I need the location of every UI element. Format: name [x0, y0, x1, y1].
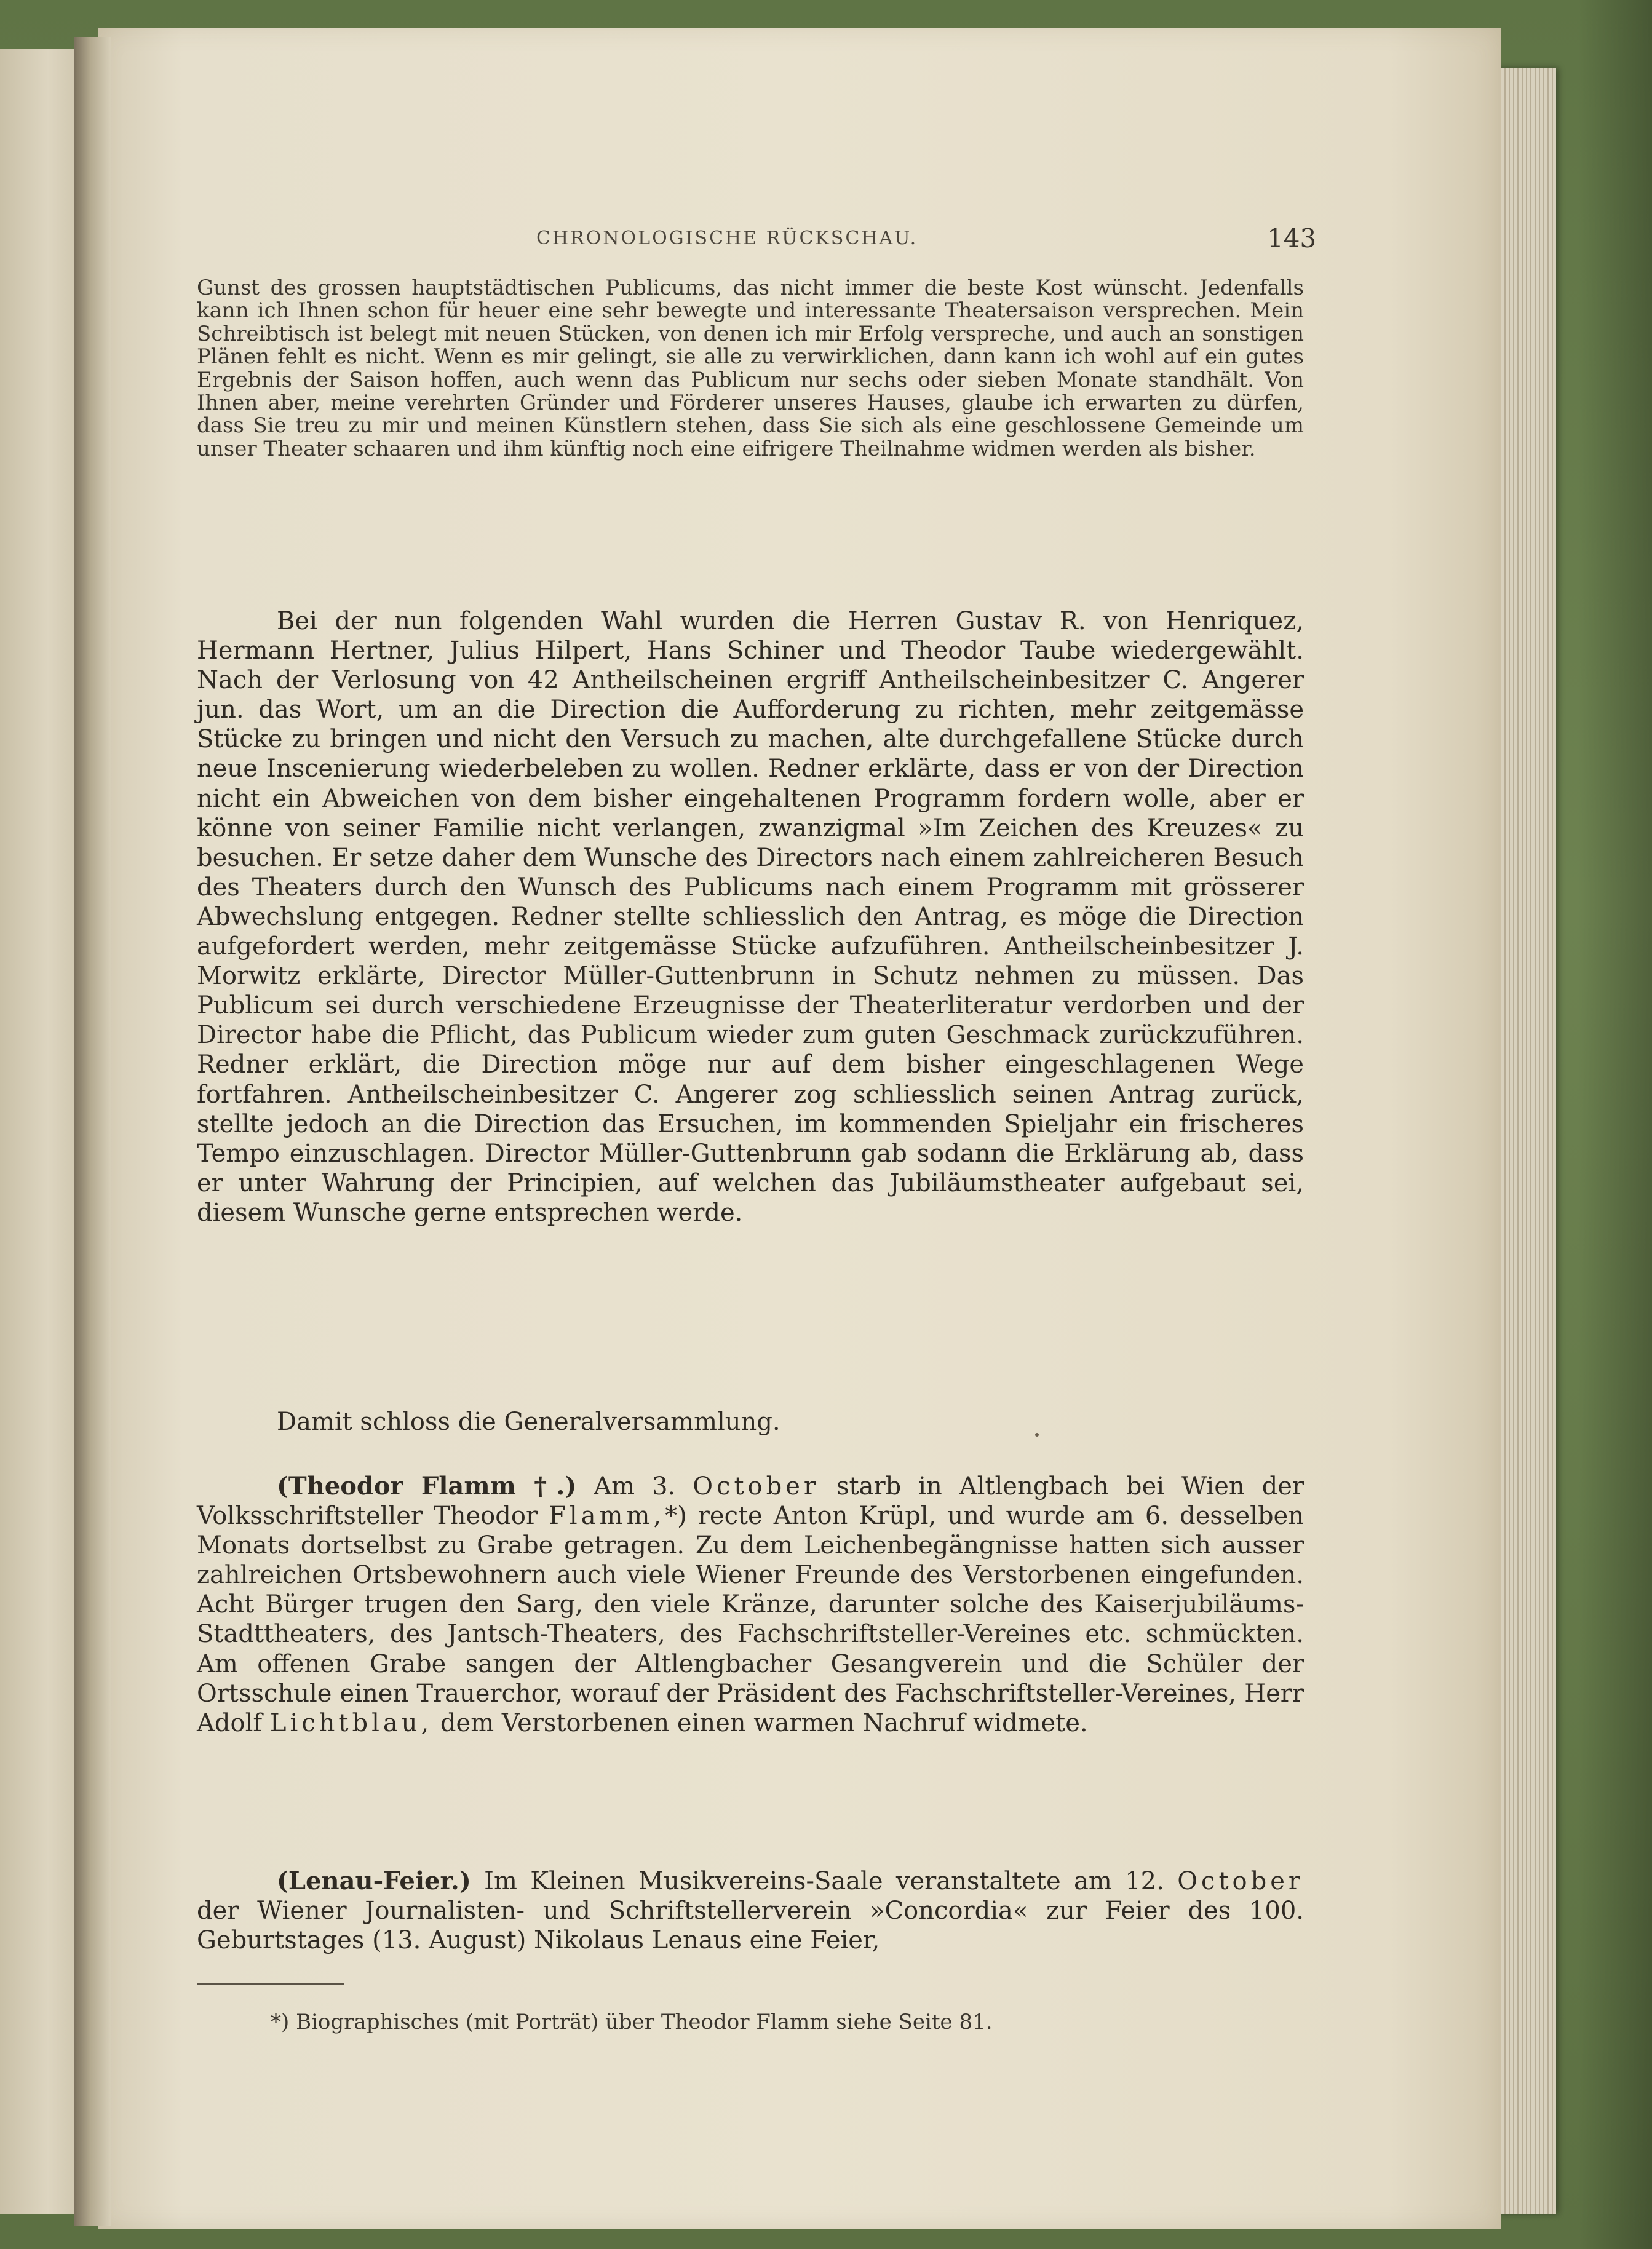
paragraph-lenau-feier [197, 1866, 1304, 1955]
paper-speck [1035, 1433, 1039, 1437]
cover-shadow [1578, 0, 1652, 2249]
text-run: der Wiener Journalisten- und Schriftstellerverein »Concordia« zur Feier des 100. Geburtstages (13. August) Nikolaus Lenaus eine Feier, [197, 1897, 1304, 1955]
text-run: starb in Altlengbach bei Wien der Volksschriftsteller Theodor [197, 1472, 1305, 1531]
spaced-month: October [693, 1472, 819, 1501]
text-run: recte Anton Krüpl, und wurde am 6. desselben Monats dortselbst zu Grabe getragen. Zu dem Leichenbegängnisse hatten sich ausser zahlreichen Ortsbewohnern auch viele Wiener Freunde des Verstorbenen eingefunden. Acht Bürger trugen den Sarg, den viele Kränze, darunter solche des Kaiserjubiläums-Stadttheaters, des Jantsch-Theaters, des Fachschriftsteller-Vereines etc. schmückten. Am offenen Grabe sangen der Altlengbacher Gesangverein und die Schüler der Ortsschule einen Trauerchor, worauf der Präsident des Fachschriftsteller-Vereines, Herr Adolf [197, 1502, 1304, 1737]
section-heading-lenau: (Lenau-Feier.) [277, 1866, 471, 1895]
section-heading-flamm: (Theodor Flamm †.) [277, 1472, 577, 1501]
paragraph-theodor-flamm [197, 1472, 1304, 1738]
running-head: CHRONOLOGISCHE RÜCKSCHAU. [536, 228, 918, 249]
previous-page-edge [0, 49, 80, 2214]
book-gutter [74, 37, 111, 2226]
text-run: Am 3. [576, 1472, 693, 1501]
spaced-name-lichtblau: Lichtblau, [269, 1708, 433, 1737]
paragraph-meeting-closed: Damit schloss die Generalversammlung. [277, 1408, 780, 1436]
spaced-month: October [1177, 1867, 1304, 1895]
page-number: 143 [1267, 223, 1317, 253]
footnote-rule [197, 1983, 344, 1985]
spaced-name-flamm: Flamm, [549, 1502, 665, 1531]
text-run: dem Verstorbenen einen warmen Nachruf widmete. [432, 1708, 1088, 1737]
footnote: *) Biographisches (mit Porträt) über Theodor Flamm siehe Seite 81. [271, 2010, 993, 2034]
text-run: Im Kleinen Musikvereins-Saale veranstaltete am 12. [471, 1867, 1178, 1895]
paragraph-speech-end: Gunst des grossen hauptstädtischen Publicums, das nicht immer die beste Kost wünscht. Jedenfalls kann ich Ihnen schon für heuer eine sehr bewegte und interessante Theatersaison versprechen. Mein Schreibtisch ist belegt mit neuen Stücken, von denen ich mir Erfolg verspreche, und auch an sonstigen Plänen fehlt es nicht. Wenn es mir gelingt, sie alle zu verwirklichen, dann kann ich wohl auf ein gutes Ergebnis der Saison hoffen, auch wenn das Publicum nur sechs oder sieben Monate standhält. Von Ihnen aber, meine verehrten Gründer und Förderer unseres Hauses, glaube ich erwarten zu dürfen, dass Sie treu zu mir und meinen Künstlern stehen, dass Sie sich als eine geschlossene Gemeinde um unser Theater schaaren und ihm künftig noch eine eifrigere Theilnahme widmen werden als bisher. [197, 276, 1304, 461]
paragraph-election: Bei der nun folgenden Wahl wurden die Herren Gustav R. von Henriquez, Hermann Hertner, Julius Hilpert, Hans Schiner und Theodor Taube wiedergewählt. Nach der Verlosung von 42 Antheilscheinen ergriff Antheilscheinbesitzer C. Angerer jun. das Wort, um an die Direction die Aufforderung zu richten, mehr zeitgemässe Stücke zu bringen und nicht den Versuch zu machen, alte durchgefallene Stücke durch neue Inscenierung wiederbeleben zu wollen. Redner erklärte, dass er von der Direction nicht ein Abweichen von dem bisher eingehaltenen Programm fordern wolle, aber er könne von seiner Familie nicht verlangen, zwanzigmal »Im Zeichen des Kreuzes« zu besuchen. Er setze daher dem Wunsche des Directors nach einem zahlreicheren Besuch des Theaters durch den Wunsch des Publicums nach einem Programm mit grösserer Abwechslung entgegen. Redner stellte schliesslich den Antrag, es möge die Direction aufgefordert werden, mehr zeitgemässe Stücke aufzuführen. Antheilscheinbesitzer J. Morwitz erklärte, Director Müller-Guttenbrunn in Schutz nehmen zu müssen. Das Publicum sei durch verschiedene Erzeugnisse der Theaterliteratur verdorben und der Director habe die Pflicht, das Publicum wieder zum guten Geschmack zurückzuführen. Redner erklärt, die Direction möge nur auf dem bisher eingeschlagenen Wege fortfahren. Antheilscheinbesitzer C. Angerer zog schliesslich seinen Antrag zurück, stellte jedoch an die Direction das Ersuchen, im kommenden Spieljahr ein frischeres Tempo einzuschlagen. Director Müller-Guttenbrunn gab sodann die Erklärung ab, dass er unter Wahrung der Principien, auf welchen das Jubiläumstheater aufgebaut sei, diesem Wunsche gerne entsprechen werde. [197, 607, 1304, 1227]
footnote-reference: *) [665, 1502, 687, 1531]
